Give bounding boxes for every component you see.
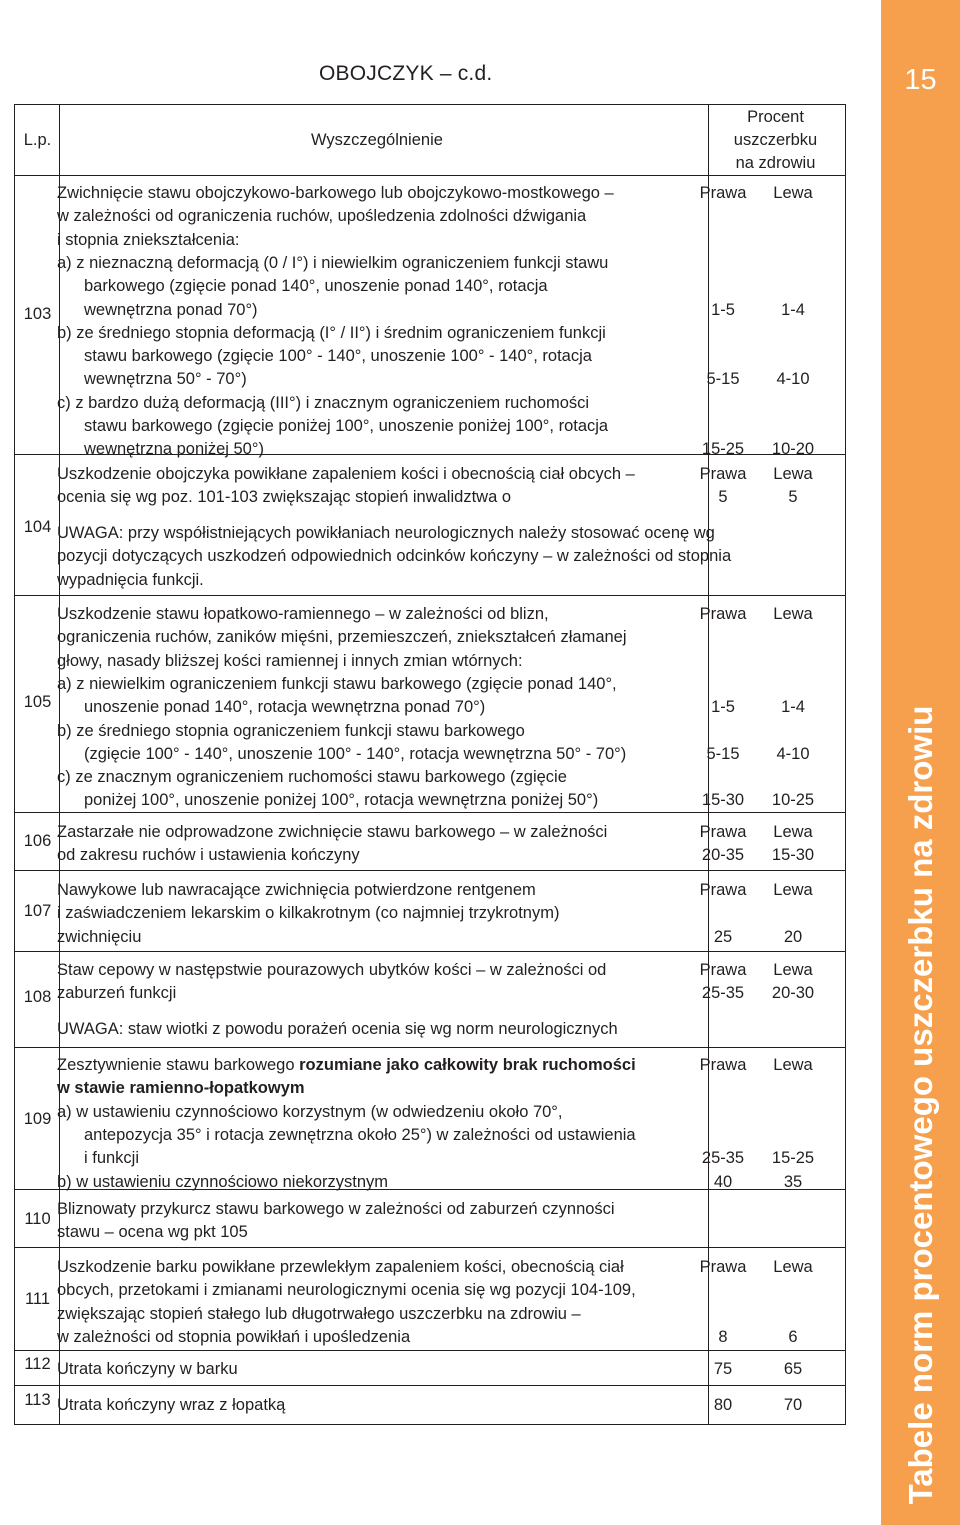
row-text-line: wewnętrzna poniżej 50°) — [84, 440, 264, 459]
row-divider — [15, 175, 845, 176]
row-text-line: Uszkodzenie barku powikłane przewlekłym zapaleniem kości, obecnością ciał — [57, 1258, 624, 1276]
row-text-line: Nawykowe lub nawracające zwichnięcia potwierdzone rentgenem — [57, 881, 536, 899]
page-number: 15 — [904, 64, 937, 96]
value-lewa: Lewa — [773, 184, 813, 202]
value-lewa: 15-25 — [771, 1149, 815, 1168]
row-text-line: Bliznowaty przykurcz stawu barkowego w zależności od zaburzeń czynności — [57, 1200, 615, 1218]
row-divider — [15, 1350, 845, 1351]
value-prawa: Prawa — [699, 1258, 747, 1276]
row-text-line: ograniczenia ruchów, zaników mięśni, przemieszczeń, zniekształceń złamanej — [57, 628, 627, 647]
row-text-line: Uszkodzenie obojczyka powikłane zapaleniem kości i obecnością ciał obcych – — [57, 465, 635, 483]
row-text-line: Staw cepowy w następstwie pourazowych ubytków kości – w zależności od — [57, 961, 607, 979]
row-text-line: Zastarzałe nie odprowadzone zwichnięcie stawu barkowego – w zależności — [57, 823, 608, 841]
value-lewa: 35 — [783, 1172, 803, 1191]
side-band — [881, 0, 960, 1525]
value-prawa: 15-30 — [701, 791, 745, 810]
value-lewa: Lewa — [773, 465, 813, 483]
row-text-line: i stopnia zniekształcenia: — [57, 230, 240, 249]
row-text-line: Utrata kończyny w barku — [57, 1360, 238, 1378]
note-line: wypadnięcia funkcji. — [57, 570, 204, 589]
row-text-line: b) ze średniego stopnia deformacją (I° / II°) i średnim ograniczeniem funkcji — [57, 323, 606, 342]
row-text-line: a) w ustawieniu czynnościowo korzystnym (w odwiedzeniu około 70°, — [57, 1102, 563, 1121]
value-prawa: 5 — [718, 488, 728, 507]
value-prawa: 25-35 — [701, 1149, 745, 1168]
value-lewa: 4-10 — [776, 744, 810, 763]
row-divider — [15, 1385, 845, 1386]
value-prawa: 25-35 — [701, 984, 745, 1003]
value-prawa: Prawa — [699, 1056, 747, 1074]
row-text-line: i funkcji — [84, 1149, 140, 1168]
value-prawa: 5-15 — [706, 370, 740, 389]
value-prawa: 5-15 — [706, 744, 740, 763]
row-text-line: Utrata kończyny wraz z łopatką — [57, 1396, 286, 1414]
header-lp: L.p. — [23, 131, 52, 149]
note-line: UWAGA: przy współistniejących powikłaniach neurologicznych należy stosować ocenę wg — [57, 524, 715, 542]
row-number: 110 — [24, 1210, 51, 1228]
row-number: 111 — [24, 1290, 51, 1308]
value-prawa: Prawa — [699, 605, 747, 623]
value-lewa: 70 — [783, 1396, 803, 1414]
row-text-line: obcych, przetokami i zmianami neurologicznymi ocenia się wg pozycji 104-109, — [57, 1281, 636, 1300]
row-number: 109 — [23, 1110, 52, 1128]
row-text-line: zwichnięciu — [57, 927, 142, 946]
row-divider — [15, 870, 845, 871]
row-text-line: unoszenie ponad 140°, rotacja wewnętrzna ponad 70°) — [84, 698, 486, 717]
value-prawa: 8 — [718, 1327, 728, 1346]
row-text-line: c) z bardzo dużą deformacją (III°) i znacznym ograniczeniem ruchomości — [57, 393, 590, 412]
header-description: Wyszczególnienie — [311, 131, 443, 149]
row-text-line: ocenia się wg poz. 101-103 zwiększając stopień inwalidztwa o — [57, 488, 511, 507]
row-text-line: w zależności od stopnia powikłań i upośledzenia — [57, 1327, 411, 1346]
row-divider — [15, 1047, 845, 1048]
row-text-line: i zaświadczeniem lekarskim o kilkakrotnym (co najmniej trzykrotnym) — [57, 904, 560, 923]
value-prawa: Prawa — [699, 823, 747, 841]
row-number: 105 — [23, 693, 52, 711]
page-title: OBOJCZYK – c.d. — [319, 62, 493, 85]
row-divider — [15, 595, 845, 596]
value-lewa: 6 — [788, 1327, 798, 1346]
row-number: 112 — [24, 1355, 51, 1373]
value-prawa: Prawa — [699, 961, 747, 979]
row-number: 107 — [23, 902, 52, 920]
row-text-line: Uszkodzenie stawu łopatkowo-ramiennego – w zależności od blizn, — [57, 605, 549, 623]
bold-phrase: rozumiane jako całkowity brak ruchomości — [299, 1056, 636, 1074]
row-number: 106 — [23, 832, 52, 850]
value-prawa: 1-5 — [711, 300, 735, 319]
value-lewa: 15-30 — [771, 846, 815, 865]
row-number: 103 — [23, 305, 52, 323]
value-prawa: 1-5 — [711, 698, 735, 717]
row-text-line: c) ze znacznym ograniczeniem ruchomości stawu barkowego (zgięcie — [57, 768, 567, 787]
value-lewa: Lewa — [773, 1056, 813, 1074]
value-lewa: 20-30 — [771, 984, 815, 1003]
header-percent-line: na zdrowiu — [735, 154, 816, 172]
row-text-line: b) ze średniego stopnia ograniczeniem funkcji stawu barkowego — [57, 721, 525, 740]
value-lewa: Lewa — [773, 961, 813, 979]
value-prawa: 40 — [713, 1172, 733, 1191]
note-line: pozycji dotyczących uszkodzeń odpowiednich odcinków kończyny – w zależności od stopnia — [57, 547, 732, 566]
side-band-title: Tabele norm procentowego uszczerbku na zdrowiu — [902, 705, 939, 1505]
row-text-line: (zgięcie 100° - 140°, unoszenie 100° - 140°, rotacja wewnętrzna 50° - 70°) — [84, 744, 627, 763]
value-lewa: 1-4 — [781, 698, 805, 717]
row-text-line: Zesztywnienie stawu barkowego rozumiane jako całkowity brak ruchomości — [57, 1056, 636, 1074]
value-prawa: Prawa — [699, 465, 747, 483]
value-lewa: Lewa — [773, 605, 813, 623]
value-lewa: Lewa — [773, 1258, 813, 1276]
row-text-line: a) z niewielkim ograniczeniem funkcji stawu barkowego (zgięcie ponad 140°, — [57, 674, 617, 693]
row-text-line: b) w ustawieniu czynnościowo niekorzystnym — [57, 1172, 389, 1191]
row-text-line: głowy, nasady bliższej kości ramiennej i innych zmian wtórnych: — [57, 651, 523, 670]
value-prawa: Prawa — [699, 184, 747, 202]
value-lewa: 20 — [783, 927, 803, 946]
row-text-line: Zwichnięcie stawu obojczykowo-barkowego lub obojczykowo-mostkowego – — [57, 184, 614, 202]
row-number: 113 — [24, 1391, 51, 1409]
row-text-line: zaburzeń funkcji — [57, 984, 177, 1003]
value-lewa: Lewa — [773, 881, 813, 899]
value-prawa: 75 — [713, 1360, 733, 1378]
injury-table — [14, 104, 846, 1425]
row-text-line: w stawie ramienno-łopatkowym — [57, 1079, 305, 1098]
row-text-line: w zależności od ograniczenia ruchów, upośledzenia zdolności dźwigania — [57, 207, 587, 226]
row-text-line: wewnętrzna 50° - 70°) — [84, 370, 247, 389]
row-number: 108 — [23, 988, 52, 1006]
value-prawa: 25 — [713, 927, 733, 946]
header-percent-line: uszczerbku — [733, 131, 818, 149]
header-percent-line: Procent — [747, 108, 804, 126]
value-prawa: 15-25 — [701, 440, 745, 459]
row-divider — [15, 1247, 845, 1248]
row-text-line: barkowego (zgięcie ponad 140°, unoszenie ponad 140°, rotacja — [84, 277, 548, 296]
row-text-line: stawu – ocena wg pkt 105 — [57, 1223, 248, 1242]
value-lewa: 10-20 — [771, 440, 815, 459]
value-lewa: 10-25 — [771, 791, 815, 810]
row-number: 104 — [23, 518, 52, 536]
value-lewa: 1-4 — [781, 300, 805, 319]
value-lewa: 65 — [783, 1360, 803, 1378]
value-prawa: 20-35 — [701, 846, 745, 865]
row-text-line: poniżej 100°, unoszenie poniżej 100°, rotacja wewnętrzna poniżej 50°) — [84, 791, 599, 810]
row-text-line: stawu barkowego (zgięcie 100° - 140°, unoszenie 100° - 140°, rotacja — [84, 347, 592, 366]
value-lewa: 4-10 — [776, 370, 810, 389]
row-divider — [15, 951, 845, 952]
value-prawa: 80 — [713, 1396, 733, 1414]
row-text-line: a) z nieznaczną deformacją (0 / I°) i niewielkim ograniczeniem funkcji stawu — [57, 253, 609, 272]
value-lewa: 5 — [788, 488, 798, 507]
value-lewa: Lewa — [773, 823, 813, 841]
note-line: UWAGA: staw wiotki z powodu porażeń ocenia się wg norm neurologicznych — [57, 1020, 618, 1038]
value-prawa: Prawa — [699, 881, 747, 899]
row-text-line: od zakresu ruchów i ustawienia kończyny — [57, 846, 360, 865]
row-text-line: stawu barkowego (zgięcie poniżej 100°, unoszenie poniżej 100°, rotacja — [84, 417, 609, 435]
row-text-line: zwiększając stopień stałego lub długotrwałego uszczerbku na zdrowiu – — [57, 1304, 581, 1323]
row-text-line: antepozycja 35° i rotacja zewnętrzna około 25°) w zależności od ustawienia — [84, 1125, 636, 1144]
row-text-line: wewnętrzna ponad 70°) — [84, 300, 258, 319]
